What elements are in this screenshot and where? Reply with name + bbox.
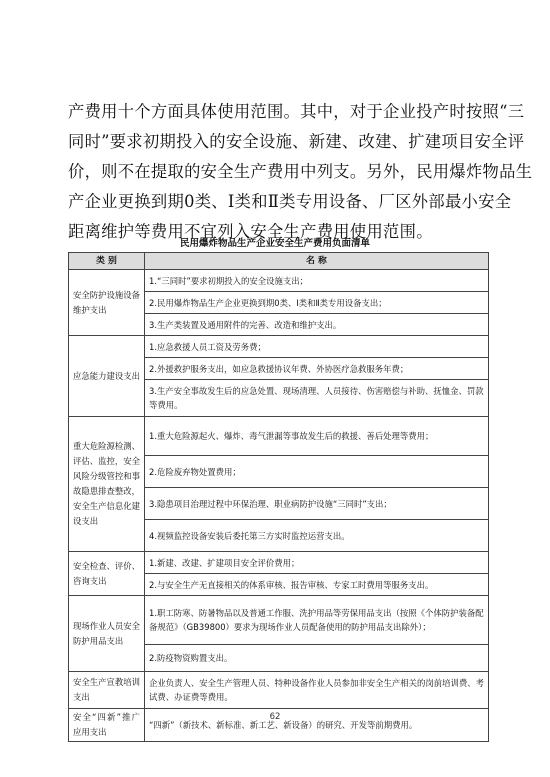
item-cell: 3.隐患项目治理过程中环保治理、职业病防护设施“三同时”支出； [145,488,489,520]
item-cell: 3.生产安全事故发生后的应急处置、现场清理、人员接待、伤害赔偿与补助、抚恤金、罚款等费用。 [145,380,489,417]
item-cell: 1.“三同时”要求初期投入的安全设施支出； [145,270,489,292]
item-cell: 2.危险废弃物处置费用； [145,456,489,488]
table-title: 民用爆炸物品生产企业安全生产费用负面清单 [179,238,370,249]
paragraph-line: 产费用十个方面具体使用范围。其中，对于企业投产时按照“三 [68,102,525,121]
table-header-row [69,253,489,270]
category-cell: 现场作业人员安全防护用品支出 [69,596,145,672]
table-row [69,270,489,292]
table-row [69,596,489,645]
table-row [69,672,489,709]
category-cell: 应急能力建设支出 [69,336,145,417]
body-paragraph [68,97,533,247]
item-cell: 1.应急救援人员工资及劳务费； [145,336,489,358]
paragraph-line: 距离维护等费用不宜列入安全生产费用使用范围。 [68,222,433,241]
item-cell: “四新”（新技术、新标准、新工艺、新设备）的研究、开发等前期费用。 [145,709,489,742]
category-cell: 安全防护设施设备维护支出 [69,270,145,336]
item-cell: 1.重大危险源起火、爆炸、毒气泄漏等事故发生后的救援、善后处理等费用； [145,417,489,456]
item-cell: 2.与安全生产无直接相关的体系审核、报告审核、专家工时费用等服务支出。 [145,574,489,596]
category-cell: 安全“四新”推广应用支出 [69,709,145,742]
category-cell: 重大危险源检测、评估、监控，安全风险分级管控和事故隐患排查整改，安全生产信息化建设支出 [69,417,145,552]
table-row [69,552,489,574]
item-cell: 2.民用爆炸物品生产企业更换到期0类、Ⅰ类和Ⅱ类专用设备支出； [145,292,489,314]
item-cell: 2.外援救护服务支出，如应急救援协议年费、外协医疗急救服务年费； [145,358,489,380]
negative-list-table [68,252,489,742]
item-cell: 1.职工防寒、防暑物品以及普通工作服、洗护用品等劳保用品支出（按照《个体防护装备配备规范》（GB39800）要求为现场作业人员配备使用的防护用品支出除外）； [145,596,489,645]
header-name: 名 称 [145,253,489,270]
item-cell: 2.防疫物资购置支出。 [145,645,489,672]
table-row [69,417,489,456]
page-number: 62 [269,712,281,722]
table-row [69,336,489,358]
category-cell: 安全检查、评价、咨询支出 [69,552,145,596]
paragraph-line: 价，则不在提取的安全生产费用中列支。另外，民用爆炸物品生 [68,162,533,181]
category-cell: 安全生产宣教培训支出 [69,672,145,709]
item-cell: 1.新建、改建、扩建项目安全评价费用； [145,552,489,574]
item-cell: 4.视频监控设备安装后委托第三方实时监控运营支出。 [145,520,489,552]
paragraph-line: 产企业更换到期0类、Ⅰ类和Ⅱ类专用设备、厂区外部最小安全 [68,192,512,211]
item-cell: 3.生产类装置及通用附件的完善、改造和维护支出。 [145,314,489,336]
header-category: 类 别 [69,253,145,270]
paragraph-line: 同时”要求初期投入的安全设施、新建、改建、扩建项目安全评 [68,132,525,151]
item-cell: 企业负责人、安全生产管理人员、特种设备作业人员参加非安全生产相关的岗前培训费、考试费、办证费等费用。 [145,672,489,709]
